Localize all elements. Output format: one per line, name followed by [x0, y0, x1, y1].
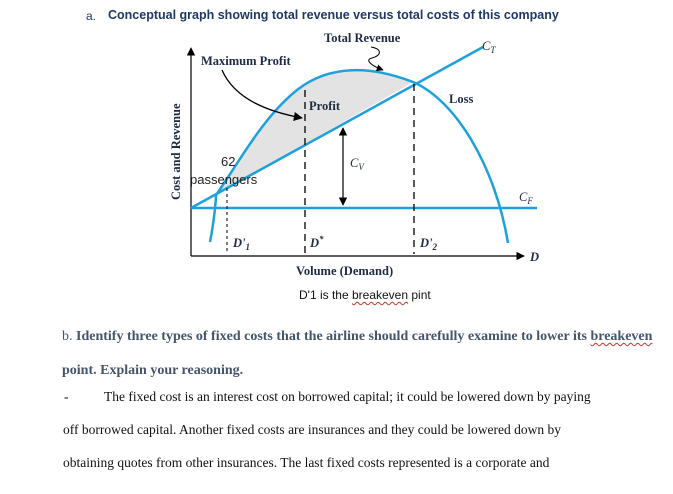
total-cost-label: $C_T$ [482, 39, 496, 55]
figure-caption: D'1 is the breakeven pint [299, 288, 431, 302]
spelling-flag: breakeven [351, 288, 409, 302]
variable-cost-label: $C_V$ [350, 156, 364, 172]
figure-heading: Conceptual graph showing total revenue versus total costs of this company [108, 8, 559, 22]
d-axis-label: D [530, 250, 540, 264]
answer-line-1: The fixed cost is an interest cost on borrowed capital; it could be lowered down by paying [104, 389, 591, 404]
maximum-profit-label: Maximum Profit [201, 54, 291, 68]
x-axis-label: Volume (Demand) [296, 264, 394, 278]
spelling-flag: breakeven [590, 329, 653, 344]
question-b: b. Identify three types of fixed costs that the airline should carefully examine to lower its breakeven point. Explain your reasoning. [62, 329, 653, 378]
dstar-label: D* [310, 234, 324, 250]
fixed-cost-label: $C_F$ [519, 190, 533, 206]
y-axis-label: Cost and Revenue [169, 103, 183, 200]
d1-label: $D'_1$ [233, 236, 250, 252]
d2-label: $D'_2$ [420, 236, 437, 252]
passengers-word: passengers [190, 172, 258, 187]
profit-label: Profit [309, 99, 341, 113]
answer-line-2: off borrowed capital. Another fixed costs are insurances and they could be lowered down by [63, 422, 561, 437]
passengers-count: 62 [221, 154, 236, 169]
total-revenue-pointer [369, 47, 383, 70]
list-marker-b: b. [62, 329, 73, 344]
answer-line-3: obtaining quotes from other insurances. The last fixed costs represented is a corporate and [63, 455, 550, 470]
list-marker: a. [86, 9, 97, 23]
bullet-dash: - [64, 389, 69, 404]
total-revenue-label: Total Revenue [324, 31, 401, 45]
loss-label: Loss [449, 92, 474, 106]
